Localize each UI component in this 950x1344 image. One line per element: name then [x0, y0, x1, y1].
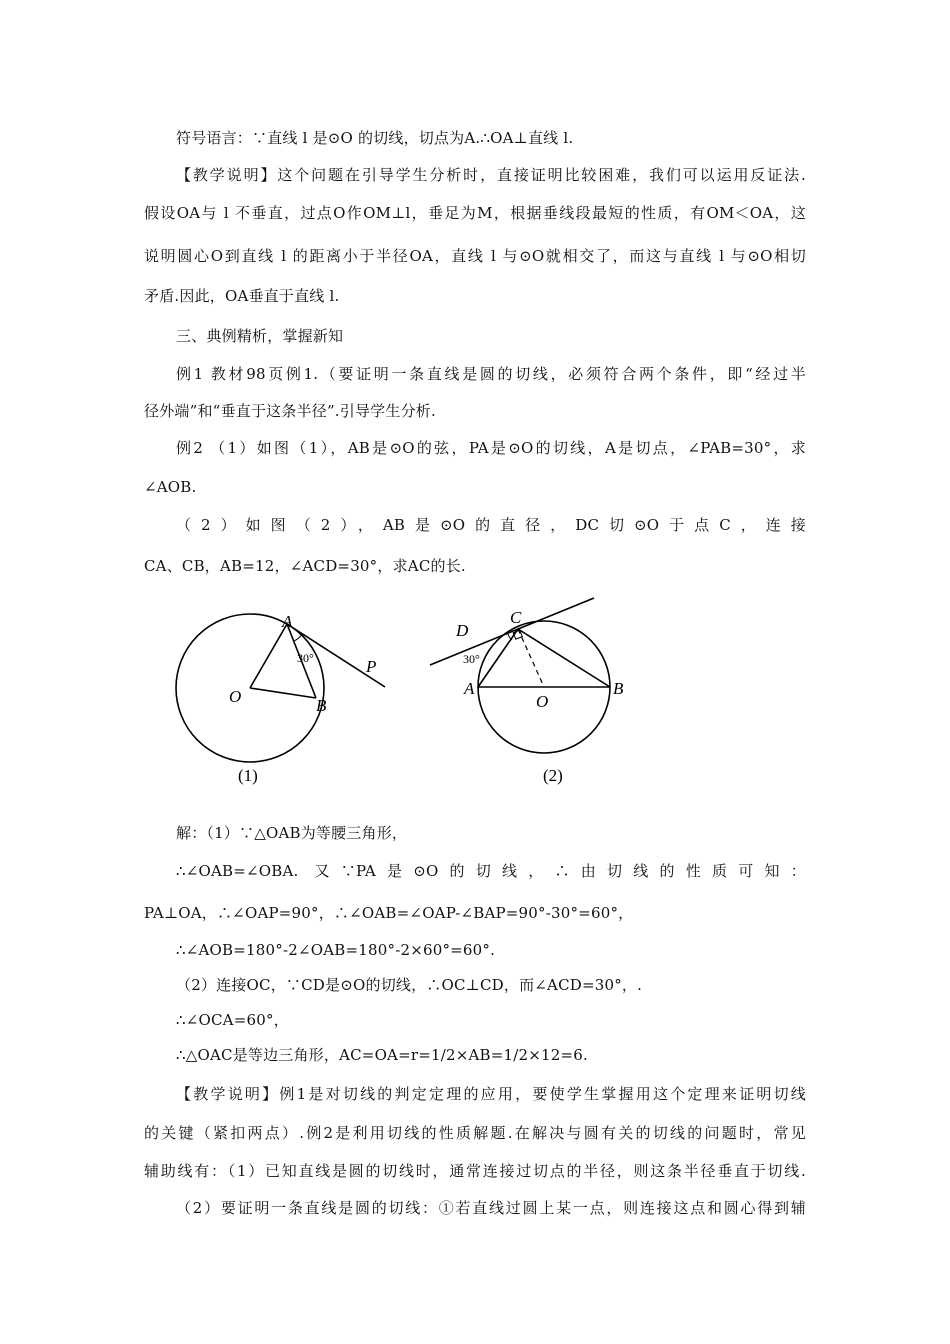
- fig2-label-a: A: [464, 679, 475, 698]
- fig2-label-o: O: [536, 692, 549, 711]
- example-2-part-2-line-2: CA、CB，AB=12，∠ACD=30°，求AC的长.: [144, 557, 466, 575]
- solution-line-3: PA⊥OA，∴∠OAP=90°，∴∠OAB=∠OAP-∠BAP=90°-30°=60°，: [144, 904, 634, 922]
- fig2-chord-cb: [518, 629, 610, 687]
- example-2-line-1: 例2 （1）如图（1），AB是⊙O的弦，PA是⊙O的切线，A是切点，∠PAB=30°，求: [176, 439, 806, 457]
- example-2-line-2: ∠AOB.: [144, 478, 197, 496]
- geometry-figures: [170, 590, 690, 790]
- example-1-line-2: 径外端”和“垂直于这条半径”.引导学生分析.: [144, 402, 436, 420]
- teaching-note-1-line-1: 【教学说明】这个问题在引导学生分析时，直接证明比较困难，我们可以运用反证法.: [176, 166, 806, 184]
- fig1-angle-label: 30°: [297, 651, 314, 665]
- solution-line-1: 解：（1）∵△OAB为等腰三角形，: [176, 824, 408, 842]
- teaching-note-2-line-1: 【教学说明】例1是对切线的判定定理的应用，要使学生掌握用这个定理来证明切线: [176, 1085, 806, 1103]
- fig2-caption: (2): [543, 766, 563, 785]
- fig1-label-a: A: [282, 612, 293, 631]
- fig1-label-o: O: [229, 687, 242, 706]
- teaching-note-2-line-2: 的关键（紧扣两点）.例2是利用切线的性质解题.在解决与圆有关的切线的问题时，常见: [144, 1124, 806, 1142]
- fig1-label-p: P: [366, 657, 377, 676]
- fig1-angle-arc: [294, 634, 302, 641]
- section-heading: 三、典例精析，掌握新知: [176, 327, 344, 345]
- fig2-angle-label: 30°: [463, 652, 480, 666]
- fig2-label-d: D: [456, 621, 469, 640]
- teaching-note-1-line-3: 说明圆心O到直线 l 的距离小于半径OA，直线 l 与⊙O就相交了，而这与直线 l 与⊙O相切: [144, 247, 806, 265]
- fig1-caption: (1): [238, 766, 258, 785]
- fig2-angle-arc: [508, 634, 512, 640]
- fig1-radius-oa: [250, 624, 287, 688]
- fig1-radius-ob: [250, 688, 316, 698]
- figure-2: [430, 598, 624, 785]
- solution-line-7: ∴△OAC是等边三角形，AC=OA=r=1/2×AB=1/2×12=6.: [176, 1046, 589, 1064]
- teaching-note-2-line-3: 辅助线有：（1）已知直线是圆的切线时，通常连接过切点的半径，则这条半径垂直于切线.: [144, 1162, 806, 1180]
- fig1-label-b: B: [316, 696, 327, 715]
- teaching-note-1-line-4: 矛盾.因此，OA垂直于直线 l.: [144, 287, 340, 305]
- teaching-note-1-line-2: 假设OA与 l 不垂直，过点O作OM⊥l，垂足为M，根据垂线段最短的性质，有OM＜OA，这: [144, 204, 806, 222]
- teaching-note-2-line-4: （2）要证明一条直线是圆的切线：①若直线过圆上某一点，则连接这点和圆心得到辅: [176, 1199, 806, 1217]
- symbol-language-line: 符号语言：∵直线 l 是⊙O 的切线，切点为A.∴OA⊥直线 l.: [176, 129, 574, 147]
- solution-line-5: （2）连接OC，∵CD是⊙O的切线，∴OC⊥CD，而∠ACD=30°，.: [176, 976, 643, 994]
- fig2-label-b: B: [613, 679, 624, 698]
- solution-line-6: ∴∠OCA=60°，: [176, 1011, 289, 1029]
- fig2-label-c: C: [510, 608, 522, 627]
- solution-line-4: ∴∠AOB=180°-2∠OAB=180°-2×60°=60°.: [176, 941, 496, 959]
- solution-line-2: ∴∠OAB=∠OBA. 又∵PA是⊙O的切线，∴由切线的性质可知：: [176, 862, 806, 880]
- figure-1: [176, 612, 385, 785]
- example-2-part-2-line-1: （2）如图（2），AB是⊙O的直径，DC切⊙O于点C，连接: [176, 516, 806, 534]
- example-1-line-1: 例1 教材98页例1.（要证明一条直线是圆的切线，必须符合两个条件，即“经过半: [176, 365, 806, 383]
